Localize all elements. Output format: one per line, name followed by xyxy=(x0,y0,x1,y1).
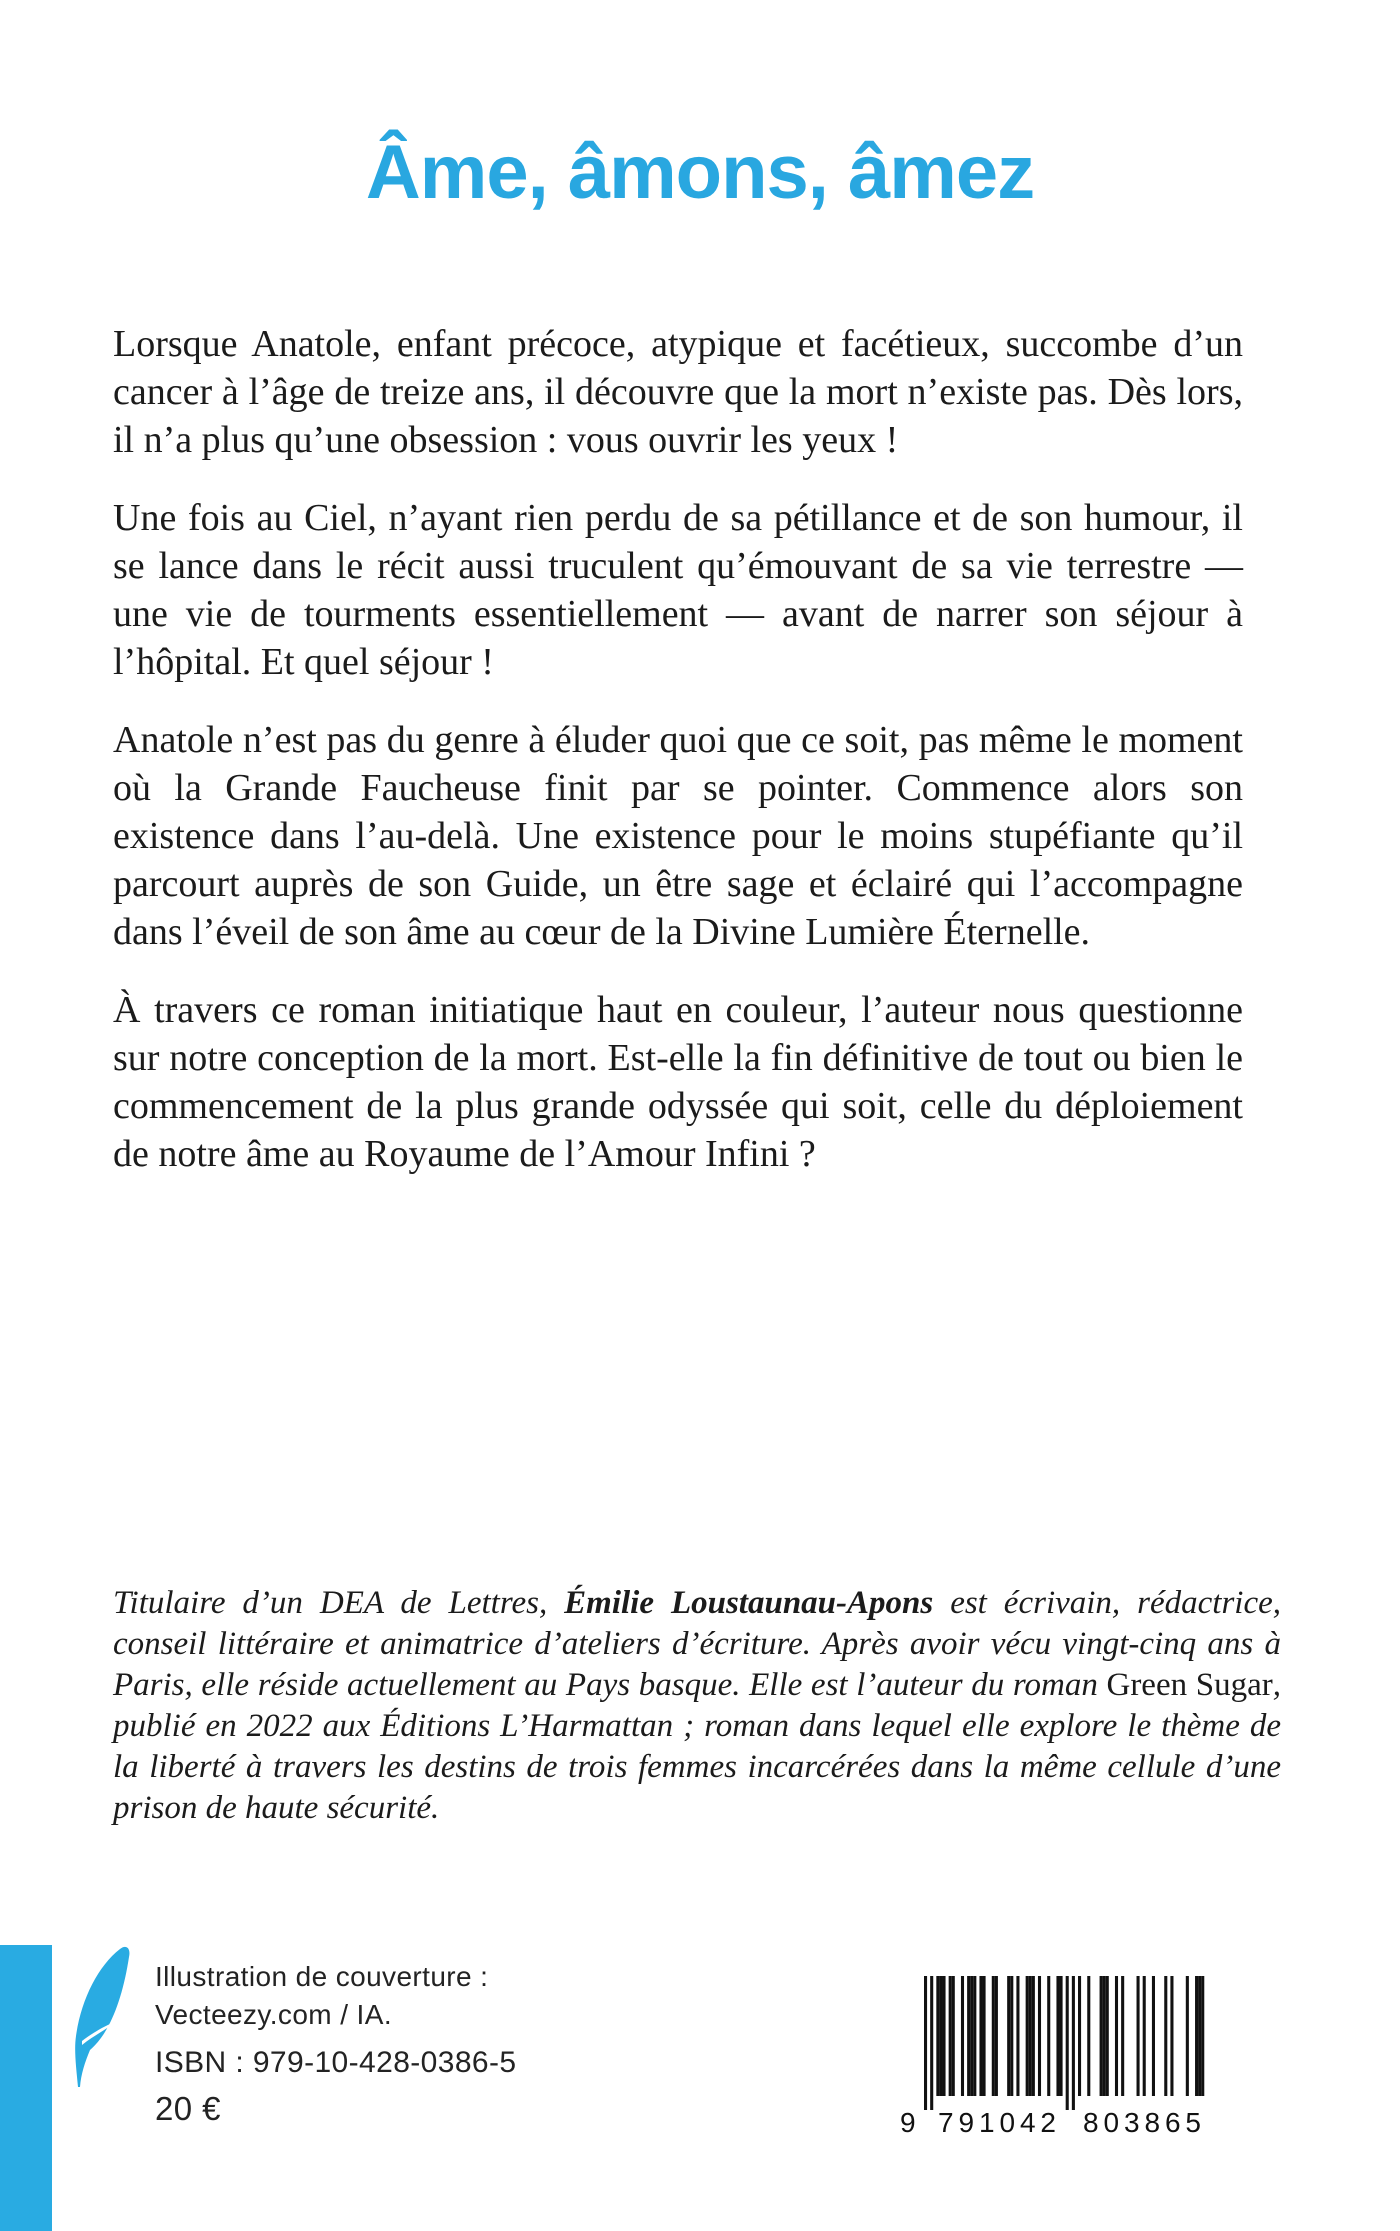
bio-middle: est écrivain, rédactrice, conseil littéraire et animatrice d’ateliers d’écriture. Après avoir vécu vingt-cinq ans à Paris, elle réside actuellement au Pays basque. Elle est l’auteur du roman xyxy=(113,1585,1282,1703)
synopsis-paragraph-4: À travers ce roman initiatique haut en couleur, l’auteur nous questionne sur notre conception de la mort. Est-elle la fin définitive de tout ou bien le commencement de la plus grande odyssée qui soit, celle du déploiement de notre âme au Royaume de l’Amour Infini ? xyxy=(113,989,1243,1175)
spine-accent-bar xyxy=(0,1945,52,2231)
page-title: Âme, âmons, âmez xyxy=(365,129,1035,215)
barcode-digits-group1: 791042 xyxy=(938,2107,1056,2136)
synopsis-paragraph-1: Lorsque Anatole, enfant précoce, atypique et facétieux, succombe d’un cancer à l’âge de treize ans, il découvre que la mort n’existe pas. Dès lors, il n’a plus qu’une obsession : vous ouvrir les yeux ! xyxy=(113,323,1243,461)
illustration-credit xyxy=(155,1958,488,2034)
ean13-barcode-svg xyxy=(898,1976,1220,2136)
synopsis-block xyxy=(113,320,1243,1208)
author-name: Émilie Loustaunau-Apons xyxy=(564,1585,934,1621)
barcode-digit-lead: 9 xyxy=(900,2107,916,2136)
barcode-digits-group2: 803865 xyxy=(1083,2107,1201,2136)
isbn-label: ISBN : 979-10-428-0386-5 xyxy=(155,2046,517,2079)
author-bio xyxy=(113,1583,1281,1829)
publisher-feather-icon xyxy=(56,1946,134,2088)
bio-prefix: Titulaire d’un DEA de Lettres, xyxy=(113,1585,565,1621)
synopsis-paragraph-2: Une fois au Ciel, n’ayant rien perdu de sa pétillance et de son humour, il se lance dans le récit aussi truculent qu’émouvant de sa vie terrestre — une vie de tourments essentiellement — avant de narrer son séjour à l’hôpital. Et quel séjour ! xyxy=(113,497,1243,683)
synopsis-paragraph-3: Anatole n’est pas du genre à éluder quoi que ce soit, pas même le moment où la Grande Faucheuse finit par se pointer. Commence alors son existence dans l’au-delà. Une existence pour le moins stupéfiante qu’il parcourt auprès de son Guide, un être sage et éclairé qui l’accompagne dans l’éveil de son âme au cœur de la Divine Lumière Éternelle. xyxy=(113,719,1243,953)
bio-suffix: , publié en 2022 aux Éditions L’Harmattan ; roman dans lequel elle explore le thème de la liberté à travers les destins de trois femmes incarcérées dans la même cellule d’une prison de haute sécurité. xyxy=(113,1667,1281,1826)
illustration-credit-line1: Illustration de couverture : xyxy=(155,1961,489,1992)
previous-book-title: Green Sugar xyxy=(1106,1667,1273,1703)
illustration-credit-line2: Vecteezy.com / IA. xyxy=(155,1999,392,2030)
ean13-barcode xyxy=(898,1976,1220,2136)
price-label: 20 € xyxy=(155,2090,221,2127)
